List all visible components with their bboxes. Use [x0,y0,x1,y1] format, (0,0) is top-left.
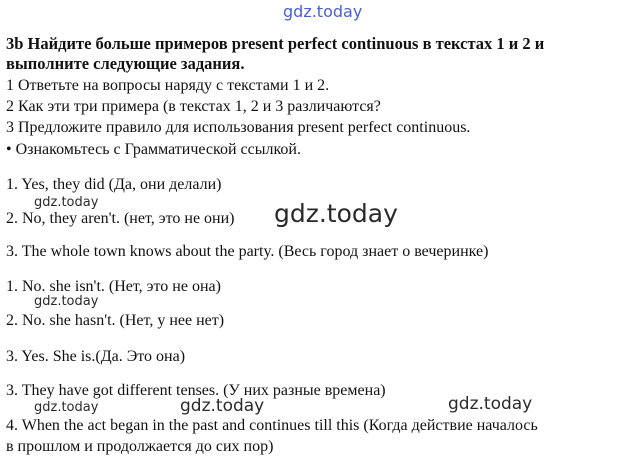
watermark: gdz.today [180,396,265,416]
answer-line: 2. No. she hasn't. (Нет, у нее нет) [6,312,225,329]
task-item: 3 Предложите правило для использования present perfect continuous. [6,119,471,136]
watermark: gdz.today [274,199,398,228]
task-heading: 3b Найдите больше примеров present perfect continuous в текстах 1 и 2 и [6,34,545,53]
task-item: 1 Ответьте на вопросы наряду с текстами 1 и 2. [6,77,330,94]
answer-line: 2. No, they aren't. (нет, это не они) [6,210,235,227]
watermark: gdz.today [34,195,99,210]
watermark: gdz.today [448,394,533,414]
answer-line: в прошлом и продолжается до сих пор) [6,438,274,455]
answer-line: 4. When the act began in the past and continues till this (Когда действие началось [6,417,538,434]
task-heading-continued: выполните следующие задания. [6,54,245,73]
answer-line: 3. The whole town knows about the party. (Весь город знает о вечеринке) [6,243,489,260]
answer-line: 3. They have got different tenses. (У них разные времена) [6,382,386,399]
watermark: gdz.today [34,400,99,415]
answer-line: 1. No. she isn't. (Нет, это не она) [6,278,221,295]
watermark-top: gdz.today [283,2,363,21]
answer-line: 1. Yes, they did (Да, они делали) [6,176,222,193]
watermark: gdz.today [34,294,99,309]
task-item: 2 Как эти три примера (в текстах 1, 2 и 3 различаются? [6,98,381,115]
task-item: • Ознакомьтесь с Грамматической ссылкой. [6,141,301,158]
answer-line: 3. Yes. She is.(Да. Это она) [6,348,186,365]
